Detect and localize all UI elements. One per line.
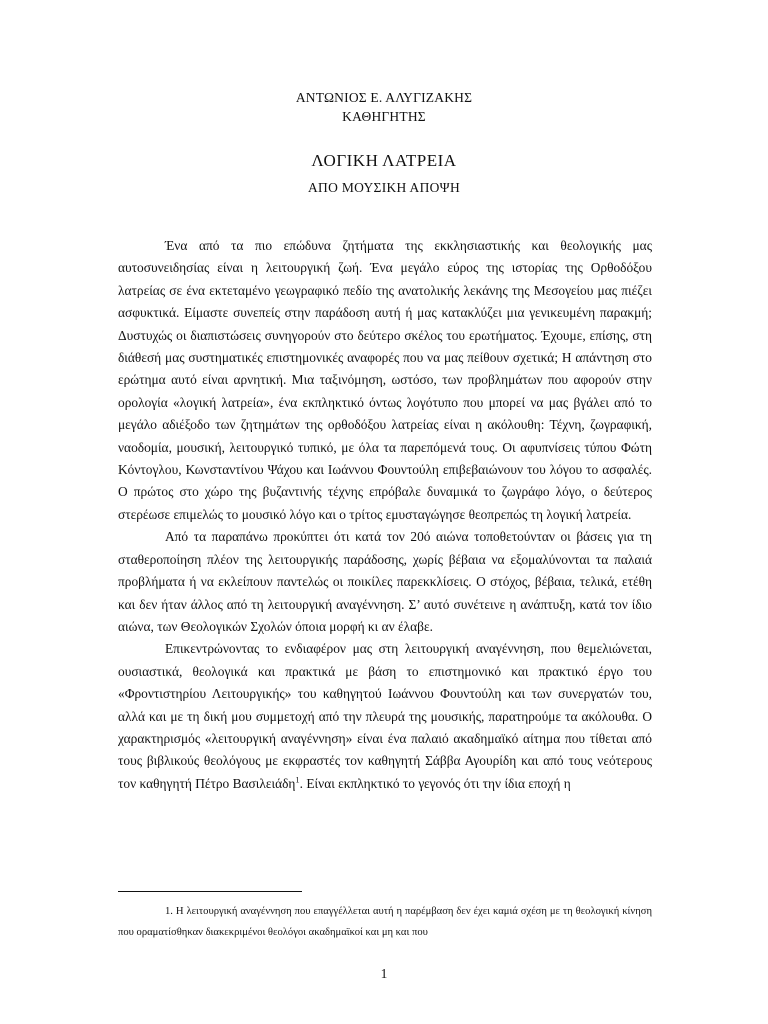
document-title: ΛΟΓΙΚΗ ΛΑΤΡΕΙΑ <box>311 151 457 170</box>
author-name: ΑΝΤΩΝΙΟΣ Ε. ΑΛΥΓΙΖΑΚΗΣ <box>295 90 473 105</box>
paragraph-3-text: Επικεντρώνοντας το ενδιαφέρον μας στη λειτουργική αναγέννηση, που θεμελιώνεται, ουσιαστικά, θεολογικά και πρακτικά με βάση το επιστημονικό και πρακτικό έργο του «Φροντιστηρίου Λειτουργικής» του καθηγητού Ιωάννου Φουντούλη και των συνεργατών του, αλλά και με τη δική μου συμμετοχή από την πλευρά της μουσικής, παρατηρούμε τα ακόλουθα. Ο χαρακτηρισμός «λειτουργική αναγέννηση» είναι ένα παλαιό ακαδημαϊκό αίτημα που τίθεται από τους βιβλικούς θεολόγους με εκφραστές τον καθηγητή Σάββα Αγουρίδη και από τους νεότερους τον καθηγητή Πέτρο Βασιλειάδη <box>118 641 652 791</box>
author-block <box>0 88 768 126</box>
body-text <box>118 235 652 795</box>
paragraph-3-tail: . Είναι εκπληκτικό το γεγονός ότι την ίδια εποχή η <box>299 775 571 791</box>
paragraph-1: Ένα από τα πιο επώδυνα ζητήματα της εκκλησιαστικής και θεολογικής μας αυτοσυνειδησίας είναι η λειτουργική ζωή. Ένα μεγάλο εύρος της ιστορίας της Ορθοδόξου λατρείας σε ένα εκτεταμένο γεωγραφικό πεδίο της ανατολικής λεκάνης της Μεσογείου μας πιέζει ασφυκτικά. Είμαστε συνεπείς στην παράδοση αυτή ή μας κατακλύζει μια γενικευμένη παρακμή; Δυστυχώς οι διαπιστώσεις συνηγορούν στο δεύτερο σκέλος του ερωτήματος. Έχουμε, επίσης, στη διάθεσή μας συστηματικές επιστημονικές αναφορές που να μας πείθουν σχετικά; Η απάντηση στο ερώτημα αυτό είναι αρνητική. Μια ταξινόμηση, ωστόσο, των προβλημάτων που αφορούν στην ορολογία «λογική λατρεία», ένα εκπληκτικό όντως λογότυπο που μπορεί να μας βγάλει από το μεγάλο αδιέξοδο των ζητημάτων της ορθοδόξου λατρείας είναι η ακόλουθη: Τέχνη, ζωγραφική, ναοδομία, μουσική, λειτουργικό τυπικό, με όλα τα παρεπόμενά τους. Οι αφυπνίσεις τύπου Φώτη Κόντογλου, Κωνσταντίνου Ψάχου και Ιωάννου Φουντούλη επιβεβαιώνουν του λόγου το ασφαλές. Ο πρώτος στο χώρο της βυζαντινής τέχνης επρόβαλε δυναμικά το ζωγράφο λόγο, ο δεύτερος στερέωσε επιμελώς το μουσικό λόγο και ο τρίτος εμυσταγώγησε θεοπρεπώς τη λογική λατρεία. <box>118 238 652 522</box>
paragraph-3 <box>118 638 652 795</box>
footnote-reference[interactable]: 1 <box>295 774 300 785</box>
footnote: 1. Η λειτουργική αναγέννηση που επαγγέλλεται αυτή η παρέμβαση δεν έχει καμιά σχέση με τη θεολογική κίνηση που οραματίσθηκαν διακεκριμένοι θεολόγοι ακαδημαϊκοί και μη και που <box>118 906 652 938</box>
page-number: 1 <box>380 966 388 981</box>
document-subtitle: ΑΠΟ ΜΟΥΣΙΚΗ ΑΠΟΨΗ <box>308 180 460 195</box>
footnote-separator <box>118 891 302 892</box>
paragraph-2: Από τα παραπάνω προκύπτει ότι κατά τον 20ό αιώνα τοποθετούνταν οι βάσεις για τη σταθεροποίηση πλέον της λειτουργικής παράδοσης, χωρίς βέβαια να εξομαλύνονται τα παλαιά προβλήματα ή να εκλείπουν παντελώς οι ποικίλες παρεκκλίσεις. Ο στόχος, βέβαια, τελικά, ετέθη και δεν ήταν άλλος από τη λειτουργική αναγέννηση. Σ’ αυτό συνέτεινε η ανάπτυξη, κατά τον ίδιο αιώνα, των Θεολογικών Σχολών όποια μορφή κι αν έλαβε. <box>118 529 652 634</box>
author-role: ΚΑΘΗΓΗΤΗΣ <box>342 109 426 124</box>
